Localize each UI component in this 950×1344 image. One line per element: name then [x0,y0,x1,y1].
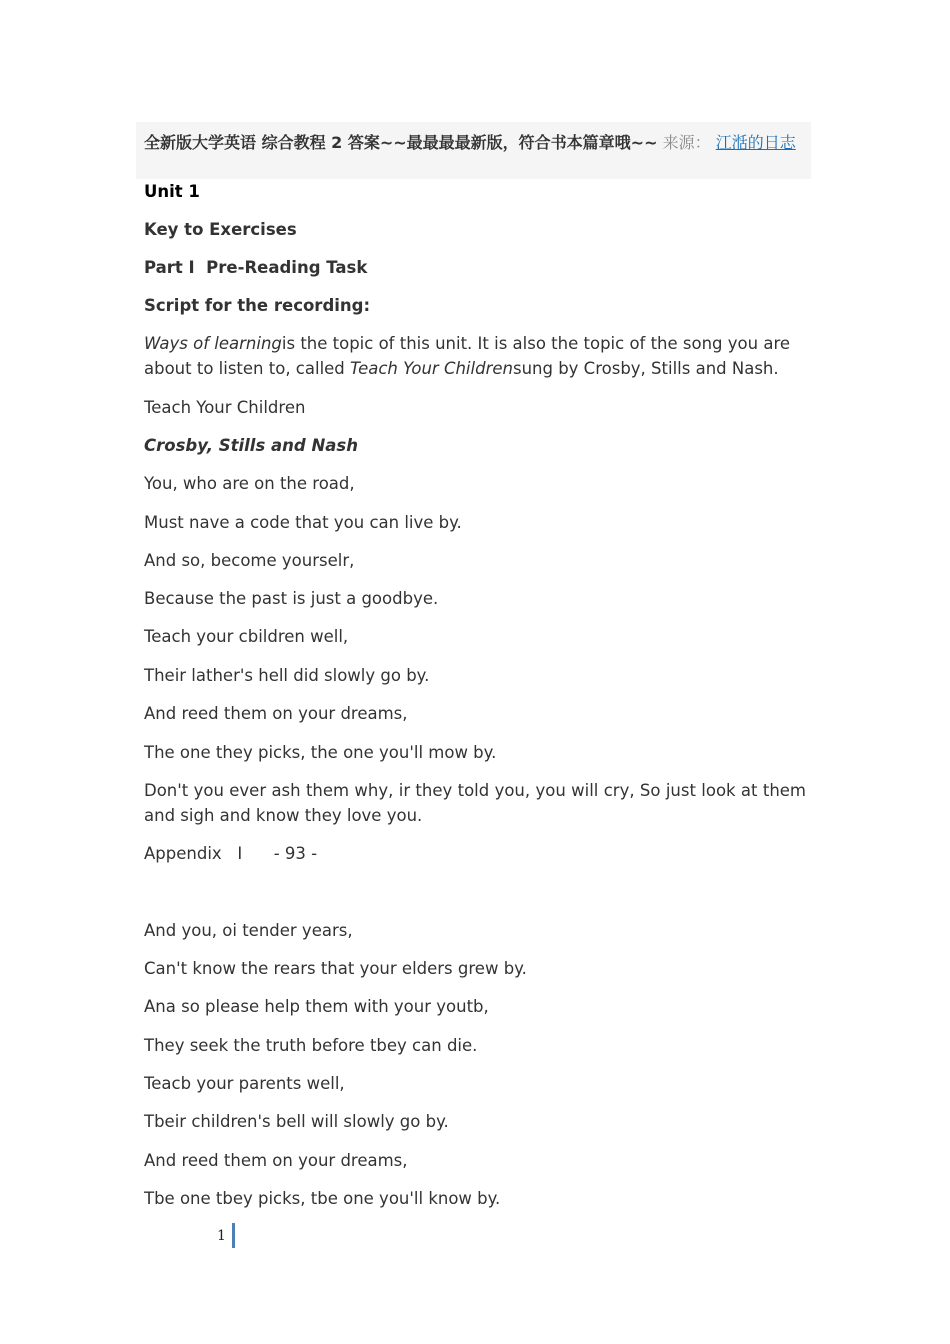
intro-italic-topic: Ways of learning [144,334,282,353]
lyric-line: Teacb your parents well, [144,1074,345,1093]
lyric-line: Teach your cbildren well, [144,627,349,646]
lyric-line: Because the past is just a goodbye. [144,589,439,608]
page-number: 1 [217,1228,226,1244]
article-title: 全新版大学英语 综合教程 2 答案~~最最最最新版，符合书本篇章哦~~ [144,133,658,152]
source-label: 来源： [662,133,711,152]
unit-title: Unit 1 [144,182,200,201]
page-number-bar [232,1223,235,1248]
lyric-line: They seek the truth before tbey can die. [144,1036,478,1055]
intro-italic-song: Teach Your Children [350,359,513,378]
lyric-line: Ana so please help them with your youtb, [144,997,489,1016]
part-title: Part I Pre-Reading Task [144,258,368,277]
lyric-long-line: Don't you ever ash them why, ir they told you, you will cry, So just look at them and sigh and know they love you. [144,781,806,825]
lyric-line: Tbeir children's bell will slowly go by. [144,1112,449,1131]
song-title: Teach Your Children [144,398,306,417]
header-text [144,130,808,155]
source-link[interactable]: 江湉的日志 [715,133,796,152]
lyric-line: Tbe one tbey picks, tbe one you'll know by. [144,1189,501,1208]
section-title: Key to Exercises [144,220,297,239]
lyric-line: Their lather's hell did slowly go by. [144,666,430,685]
lyric-line: And so, become yourselr, [144,551,355,570]
script-title: Script for the recording: [144,296,371,315]
lyric-line: You, who are on the road, [144,474,355,493]
lyric-line: And reed them on your dreams, [144,704,408,723]
intro-paragraph [144,331,806,381]
lyric-line: And you, oi tender years, [144,921,353,940]
lyric-line: Can't know the rears that your elders grew by. [144,959,527,978]
lyric-line: Must nave a code that you can live by. [144,513,462,532]
intro-text-1: is the topic of this unit. It is also the topic of the song you are about to listen to, called [144,334,791,378]
lyric-line: And reed them on your dreams, [144,1151,408,1170]
intro-text-2: sung by Crosby, Stills and Nash. [512,359,779,378]
appendix-running-footer: Appendix I - 93 - [144,844,318,863]
song-artist: Crosby, Stills and Nash [144,436,358,455]
lyric-line: The one they picks, the one you'll mow by. [144,743,497,762]
